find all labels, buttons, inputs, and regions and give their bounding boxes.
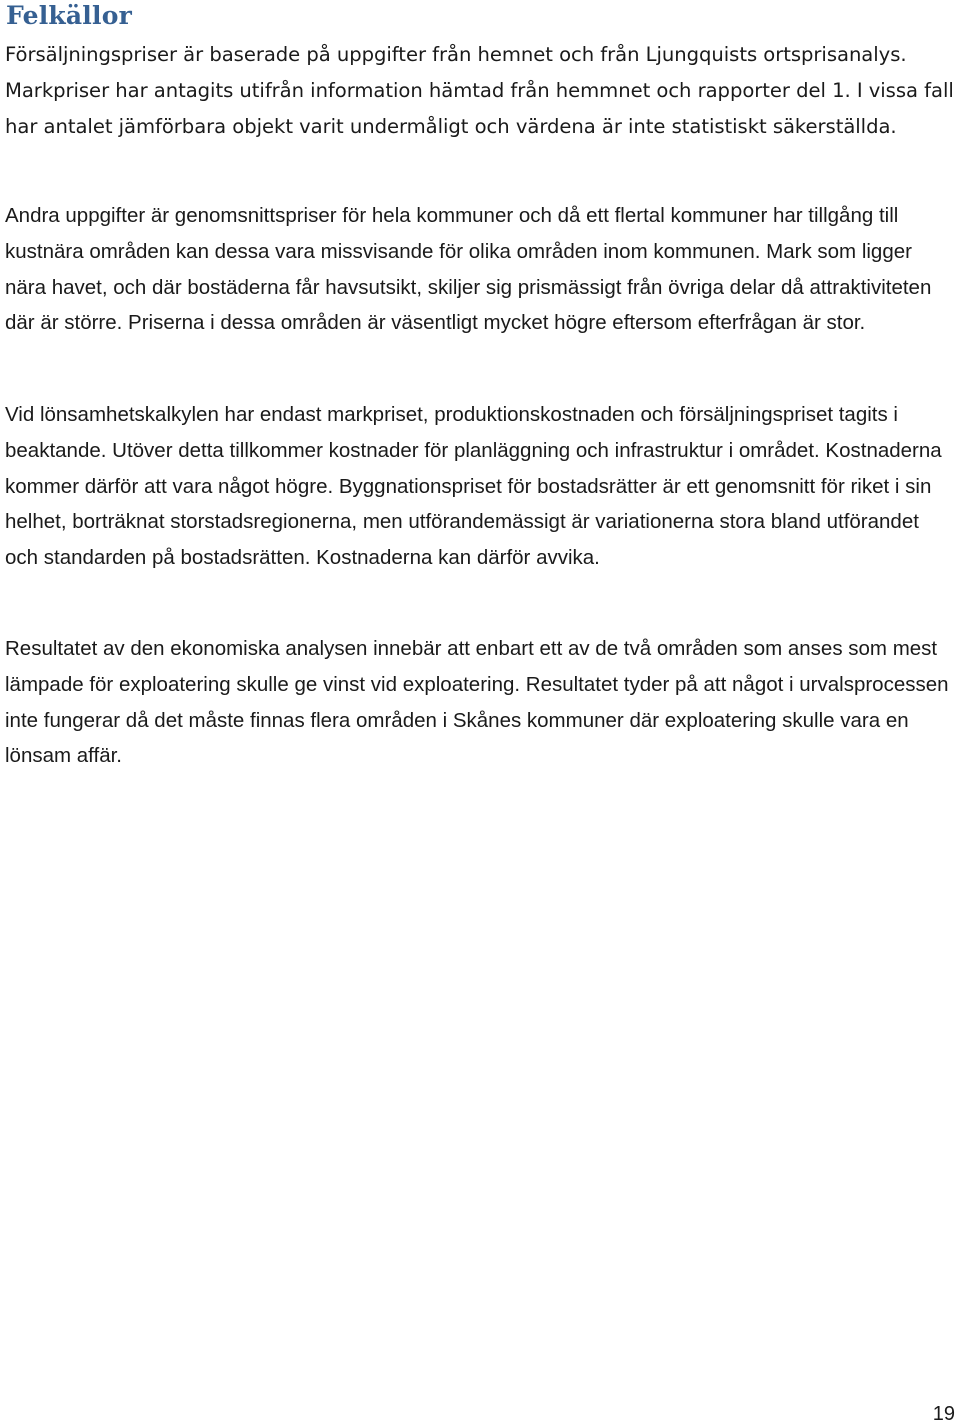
paragraph-profitability: Vid lönsamhetskalkylen har endast markpriset, produktionskostnaden och försäljningspriset tagits i beaktande. Utöver detta tillkommer kostnader för planläggning och infrastruktur i området. Kostnaderna kommer därför att vara något högre. Byggnationspriset för bostadsrätter är ett genomsnitt för riket i sin helhet, borträknat storstadsregionerna, men utförandemässigt är variationerna stora bland utförandet och standarden på bostadsrätten. Kostnaderna kan därför avvika. <box>5 403 942 570</box>
paragraph-sources: Försäljningspriser är baserade på uppgifter från hemnet och från Ljungquists ortsprisanalys. Markpriser har antagits utifrån information hämtad från hemmnet och rapporter del 1. I vissa fall har antalet jämförbara objekt varit undermåligt och värdena är inte statistiskt säkerställda. <box>5 43 954 138</box>
section-heading: Felkällor <box>6 1 132 30</box>
page-number: 19 <box>932 1403 955 1425</box>
paragraph-average-prices: Andra uppgifter är genomsnittspriser för hela kommuner och då ett flertal kommuner har tillgång till kustnära områden kan dessa vara missvisande för olika områden inom kommunen. Mark som ligger nära havet, och där bostäderna får havsutsikt, skiljer sig prismässigt från övriga delar då attraktiviteten där är större. Priserna i dessa områden är väsentligt mycket högre eftersom efterfrågan är stor. <box>5 204 932 335</box>
paragraph-result: Resultatet av den ekonomiska analysen innebär att enbart ett av de två områden som anses som mest lämpade för exploatering skulle ge vinst vid exploatering. Resultatet tyder på att något i urvalsprocessen inte fungerar då det måste finnas flera områden i Skånes kommuner där exploatering skulle vara en lönsam affär. <box>5 637 949 768</box>
